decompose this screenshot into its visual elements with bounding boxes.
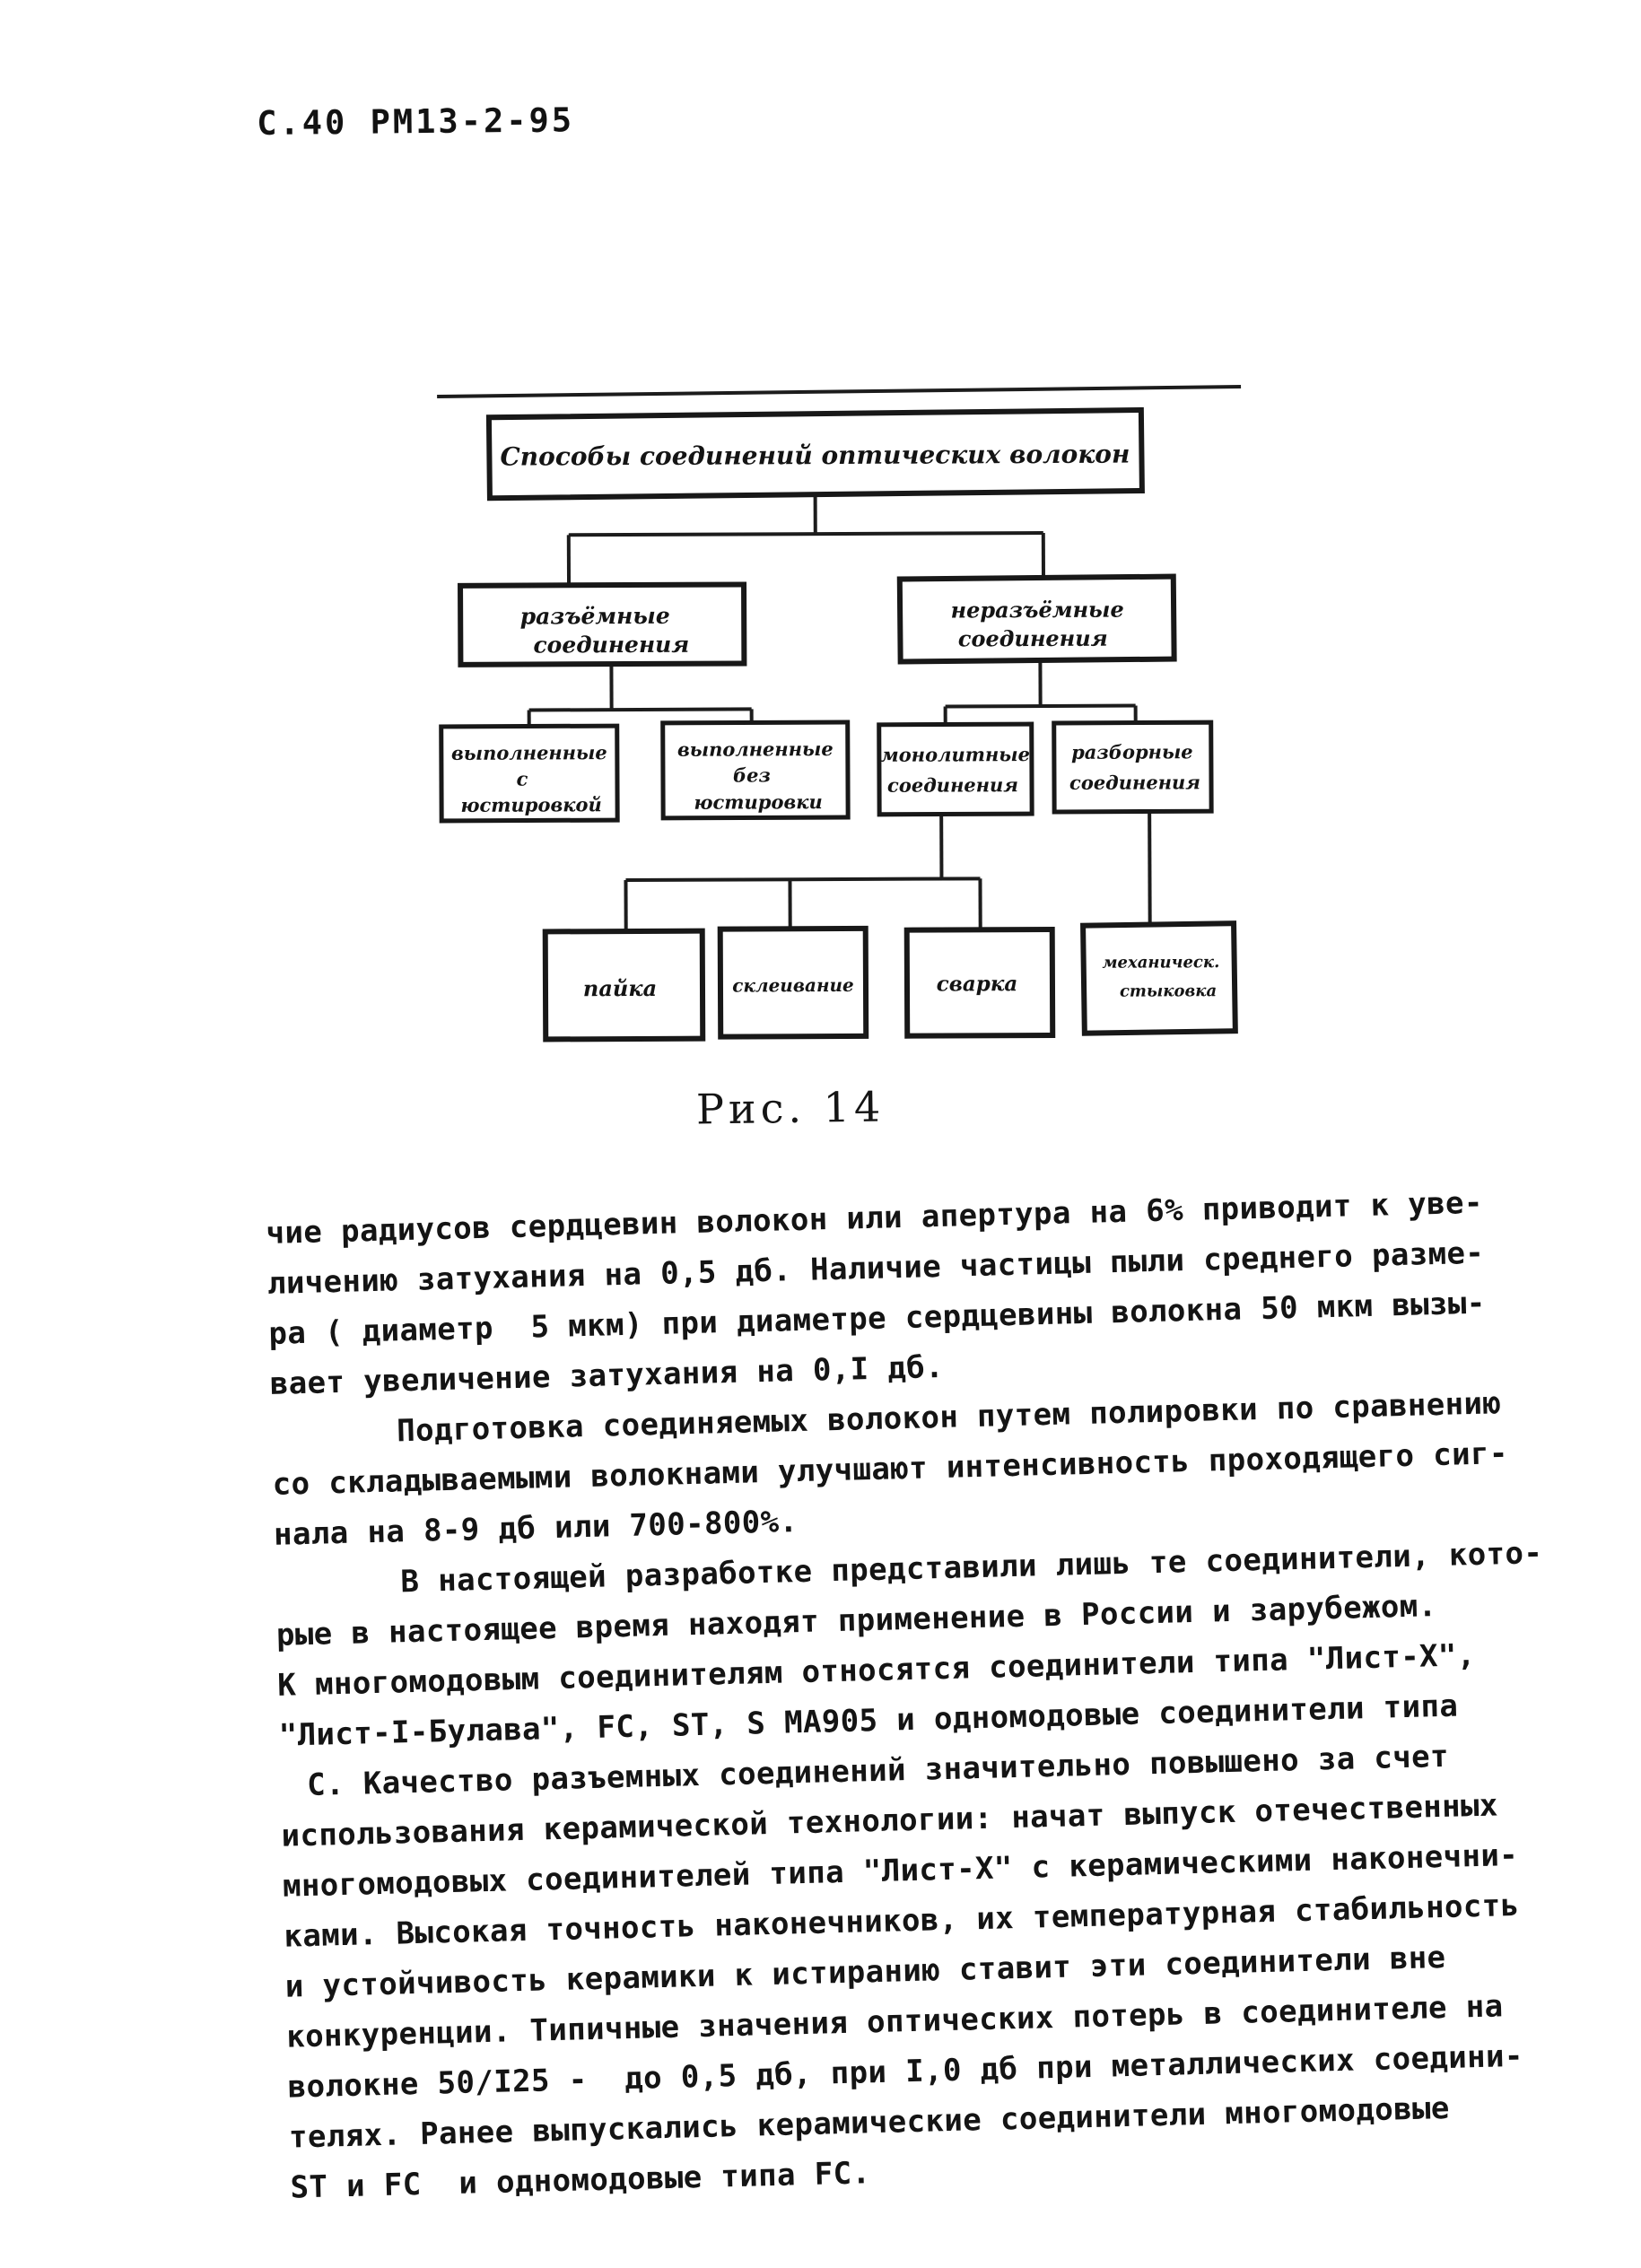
body-line: использования керамической технологии: начат выпуск отечественных xyxy=(281,1787,1499,1854)
svg-text:соединения: соединения xyxy=(886,773,1019,797)
node-detachable xyxy=(460,584,744,664)
body-line: чие радиусов сердцевин волокон или апертура на 6% приводит к уве- xyxy=(266,1184,1484,1252)
body-line: многомодовых соединителей типа "Лист-Х" с керамическими наконечни- xyxy=(282,1836,1519,1905)
body-line: ками. Высокая точность наконечников, их температурная стабильность xyxy=(283,1887,1520,1955)
body-line: рые в настоящее время находят применение в России и зарубежом. xyxy=(275,1588,1437,1653)
body-line: со складываемыми волокнами улучшают интенсивность проходящего сиг- xyxy=(272,1435,1509,1503)
body-line: Подготовка соединяемых волокон путем полировки по сравнению xyxy=(396,1385,1502,1450)
node-collapsible xyxy=(1054,722,1211,812)
body-line: "Лист-I-Булава", FC, ST, S MA905 и одномодовые соединители типа xyxy=(278,1688,1459,1754)
figure-diagram xyxy=(404,371,1277,1065)
svg-text:юстировкой: юстировкой xyxy=(460,793,602,816)
body-line: телях. Ранее выпускались керамические соединители многомодовые xyxy=(288,2089,1451,2156)
body-line: К многомодовым соединителям относятся соединители типа "Лист-Х", xyxy=(276,1637,1477,1704)
body-line: конкуренции. Типичные значения оптических потерь в соединителе на xyxy=(285,1988,1504,2055)
svg-text:разъёмные: разъёмные xyxy=(519,602,670,630)
figure-caption: Рис. 14 xyxy=(695,1082,886,1134)
svg-text:пайка: пайка xyxy=(582,974,658,1002)
node-welding xyxy=(907,929,1053,1036)
node-monolithic xyxy=(879,724,1032,815)
node-root xyxy=(489,410,1142,498)
svg-text:соединения: соединения xyxy=(957,624,1108,652)
svg-text:без: без xyxy=(732,763,771,787)
body-text xyxy=(266,1178,1601,2216)
node-gluing xyxy=(720,929,867,1037)
body-line: ра ( диаметр 5 мкм) при диаметре сердцевины волокна 50 мкм вызы- xyxy=(267,1285,1487,1352)
body-line: волокне 50/I25 - до 0,5 дб, при I,0 дб при металлических соедини- xyxy=(287,2037,1524,2106)
node-root-label: Способы соединений оптических волокон xyxy=(500,439,1130,472)
svg-text:соединения: соединения xyxy=(1069,771,1201,794)
node-permanent xyxy=(900,577,1174,662)
svg-text:выполненные: выполненные xyxy=(676,737,834,761)
svg-text:с: с xyxy=(516,767,528,790)
svg-text:юстировки: юстировки xyxy=(694,790,823,814)
svg-text:разборные: разборные xyxy=(1070,740,1193,763)
svg-text:сварка: сварка xyxy=(936,972,1018,997)
svg-text:склеивание: склеивание xyxy=(732,973,854,997)
node-with-alignment xyxy=(441,726,617,821)
node-without-alignment xyxy=(663,722,848,818)
body-line: личению затухания на 0,5 дб. Наличие частицы пыли среднего разме- xyxy=(266,1234,1485,1302)
svg-text:соединения: соединения xyxy=(533,631,690,659)
node-soldering xyxy=(546,931,703,1040)
node-mechanical xyxy=(1083,923,1235,1033)
body-line: В настоящей разработке представили лишь те соединители, кото- xyxy=(400,1535,1543,1601)
svg-text:монолитные: монолитные xyxy=(880,743,1031,766)
svg-text:механическ.: механическ. xyxy=(1102,953,1220,973)
page-header-label: С.40 РМ13-2-95 xyxy=(257,100,575,143)
svg-text:неразъёмные: неразъёмные xyxy=(950,596,1124,624)
body-line: ST и FC и одномодовые типа FC. xyxy=(290,2155,871,2206)
svg-text:стыковка: стыковка xyxy=(1119,981,1218,1001)
body-line: и устойчивость керамики к истиранию ставит эти соединители вне xyxy=(284,1939,1446,2005)
body-line: нала на 8-9 дб или 700-800%. xyxy=(273,1504,799,1553)
svg-text:выполненные: выполненные xyxy=(450,741,607,764)
body-line: вает увеличение затухания на 0,I дб. xyxy=(269,1348,945,1402)
body-line: С. Качество разъемных соединений значительно повышено за счет xyxy=(306,1738,1450,1804)
